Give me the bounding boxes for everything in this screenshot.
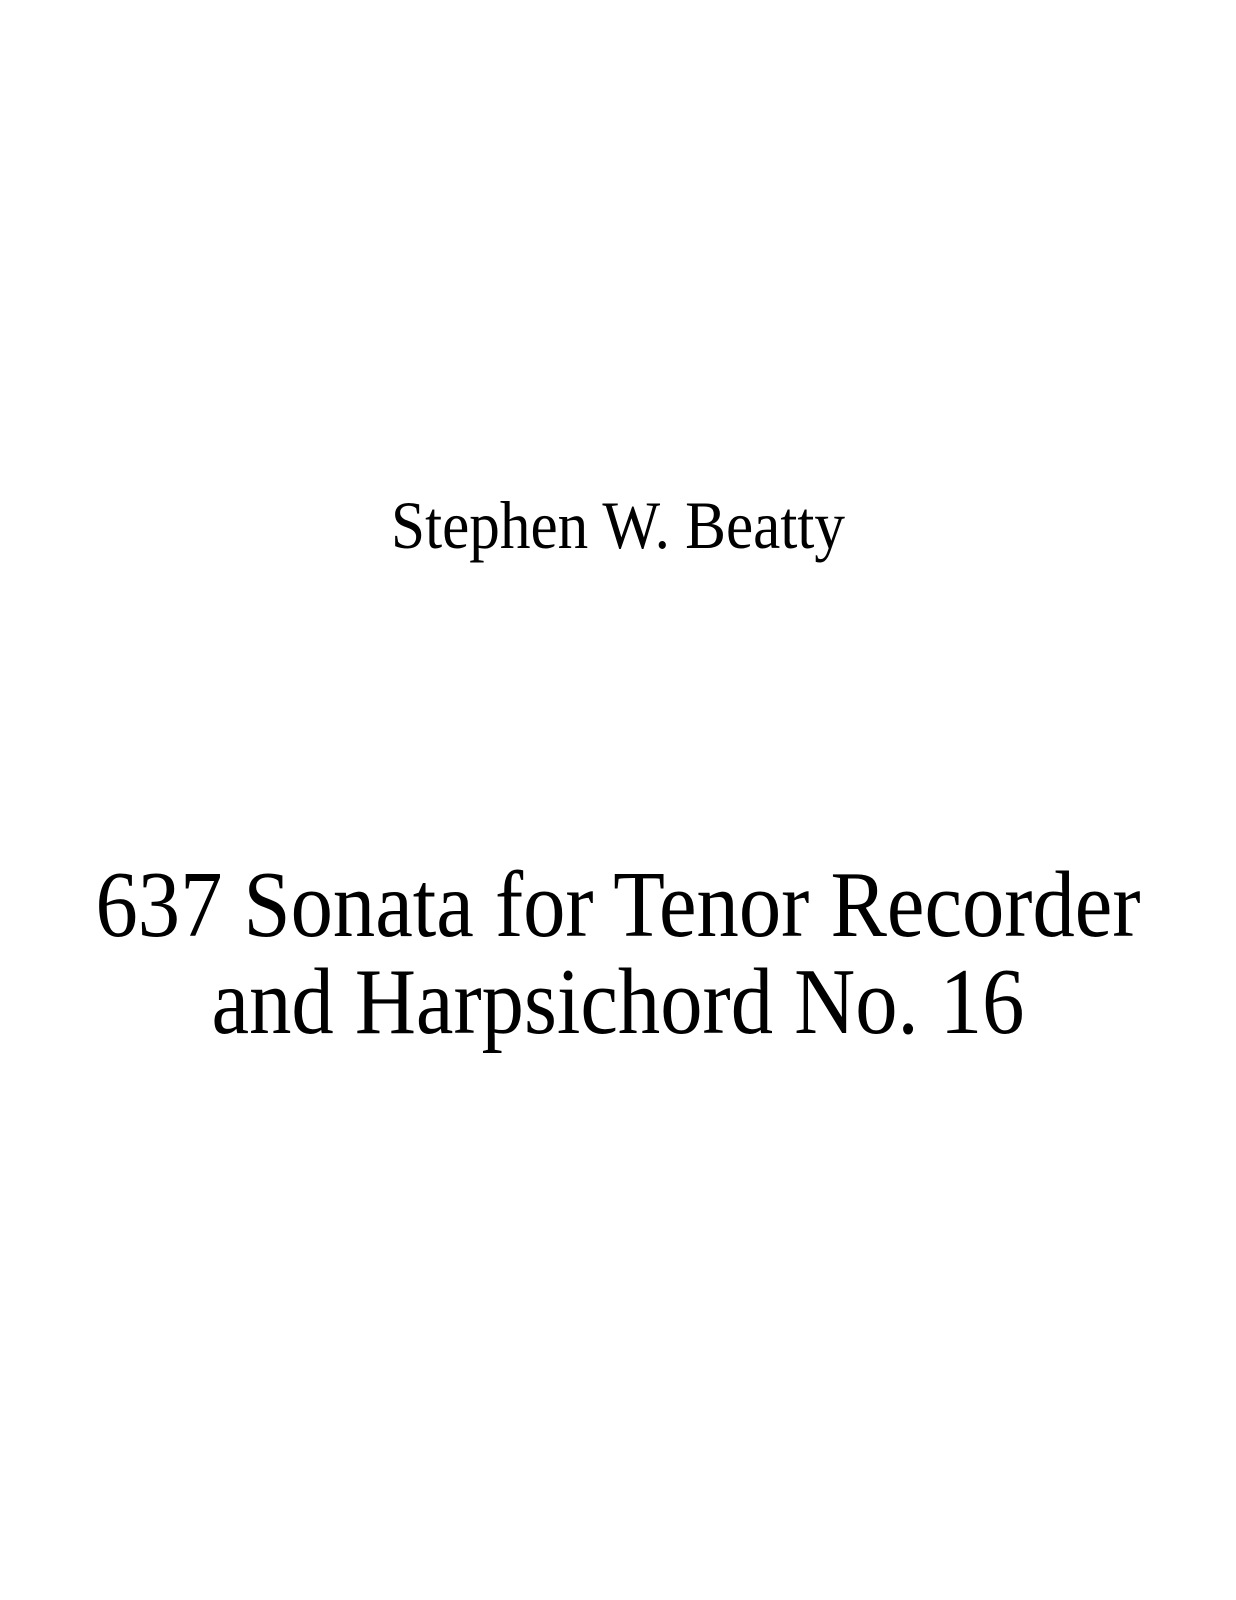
piece-title	[62, 853, 1174, 1054]
composer-name: Stephen W. Beatty	[391, 487, 845, 563]
piece-title-line-2: and Harpsichord No. 16	[211, 950, 1025, 1054]
piece-title-line-1: 637 Sonata for Tenor Recorder	[95, 853, 1141, 957]
